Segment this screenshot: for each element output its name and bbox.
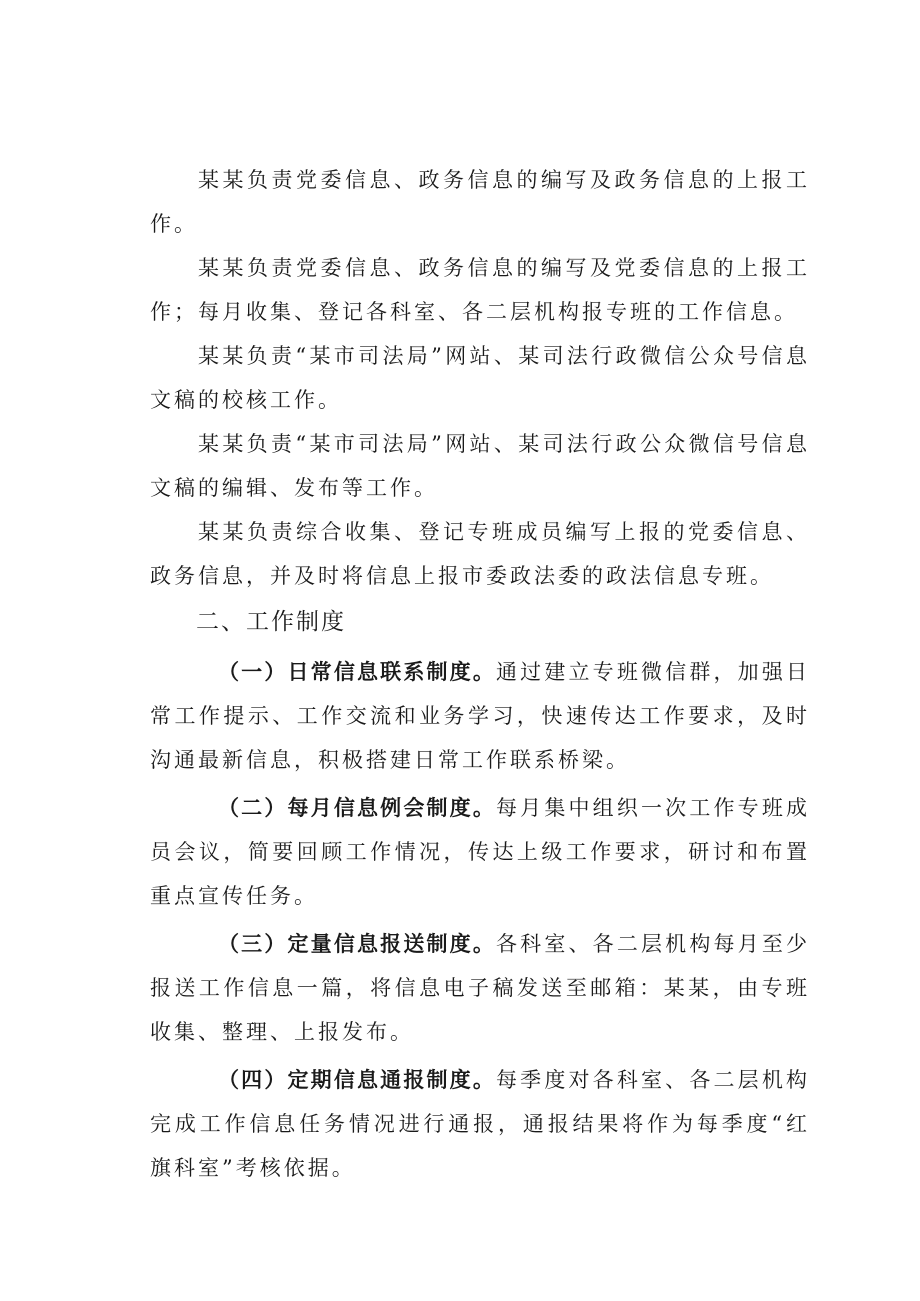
responsibility-paragraph-5: 某某负责综合收集、登记专班成员编写上报的党委信息、政务信息，并及时将信息上报市委政法委的政法信息专班。 bbox=[150, 520, 810, 588]
system-item-body: 通过建立专班微信群，加强日常工作提示、工作交流和业务学习，快速传达工作要求，及时沟通最新信息，积极搭建日常工作联系桥梁。 bbox=[150, 660, 810, 772]
system-item-title: （一）日常信息联系制度。 bbox=[218, 660, 496, 684]
system-item-title: （四）定期信息通报制度。 bbox=[218, 1068, 496, 1092]
system-item-title: （三）定量信息报送制度。 bbox=[218, 932, 496, 956]
section-heading: 二、工作制度 bbox=[196, 609, 346, 635]
system-item-3 bbox=[150, 922, 810, 1054]
system-item-2 bbox=[150, 786, 810, 918]
system-item-title: （二）每月信息例会制度。 bbox=[218, 796, 496, 820]
system-item-1 bbox=[150, 650, 810, 782]
responsibility-paragraph-3: 某某负责“某市司法局”网站、某司法行政微信公众号信息文稿的校核工作。 bbox=[150, 344, 810, 412]
responsibility-paragraph-2: 某某负责党委信息、政务信息的编写及党委信息的上报工作；每月收集、登记各科室、各二层机构报专班的工作信息。 bbox=[150, 256, 810, 324]
responsibility-paragraph-1: 某某负责党委信息、政务信息的编写及政务信息的上报工作。 bbox=[150, 168, 810, 236]
system-item-body: 每季度对各科室、各二层机构完成工作信息任务情况进行通报，通报结果将作为每季度“红旗科室”考核依据。 bbox=[150, 1068, 810, 1180]
responsibility-paragraph-4: 某某负责“某市司法局”网站、某司法行政公众微信号信息文稿的编辑、发布等工作。 bbox=[150, 432, 810, 500]
document-body bbox=[150, 158, 810, 1190]
system-item-body: 各科室、各二层机构每月至少报送工作信息一篇，将信息电子稿发送至邮箱：某某，由专班收集、整理、上报发布。 bbox=[150, 932, 810, 1044]
system-item-body: 每月集中组织一次工作专班成员会议，简要回顾工作情况，传达上级工作要求，研讨和布置重点宣传任务。 bbox=[150, 796, 810, 908]
system-item-4 bbox=[150, 1058, 810, 1190]
